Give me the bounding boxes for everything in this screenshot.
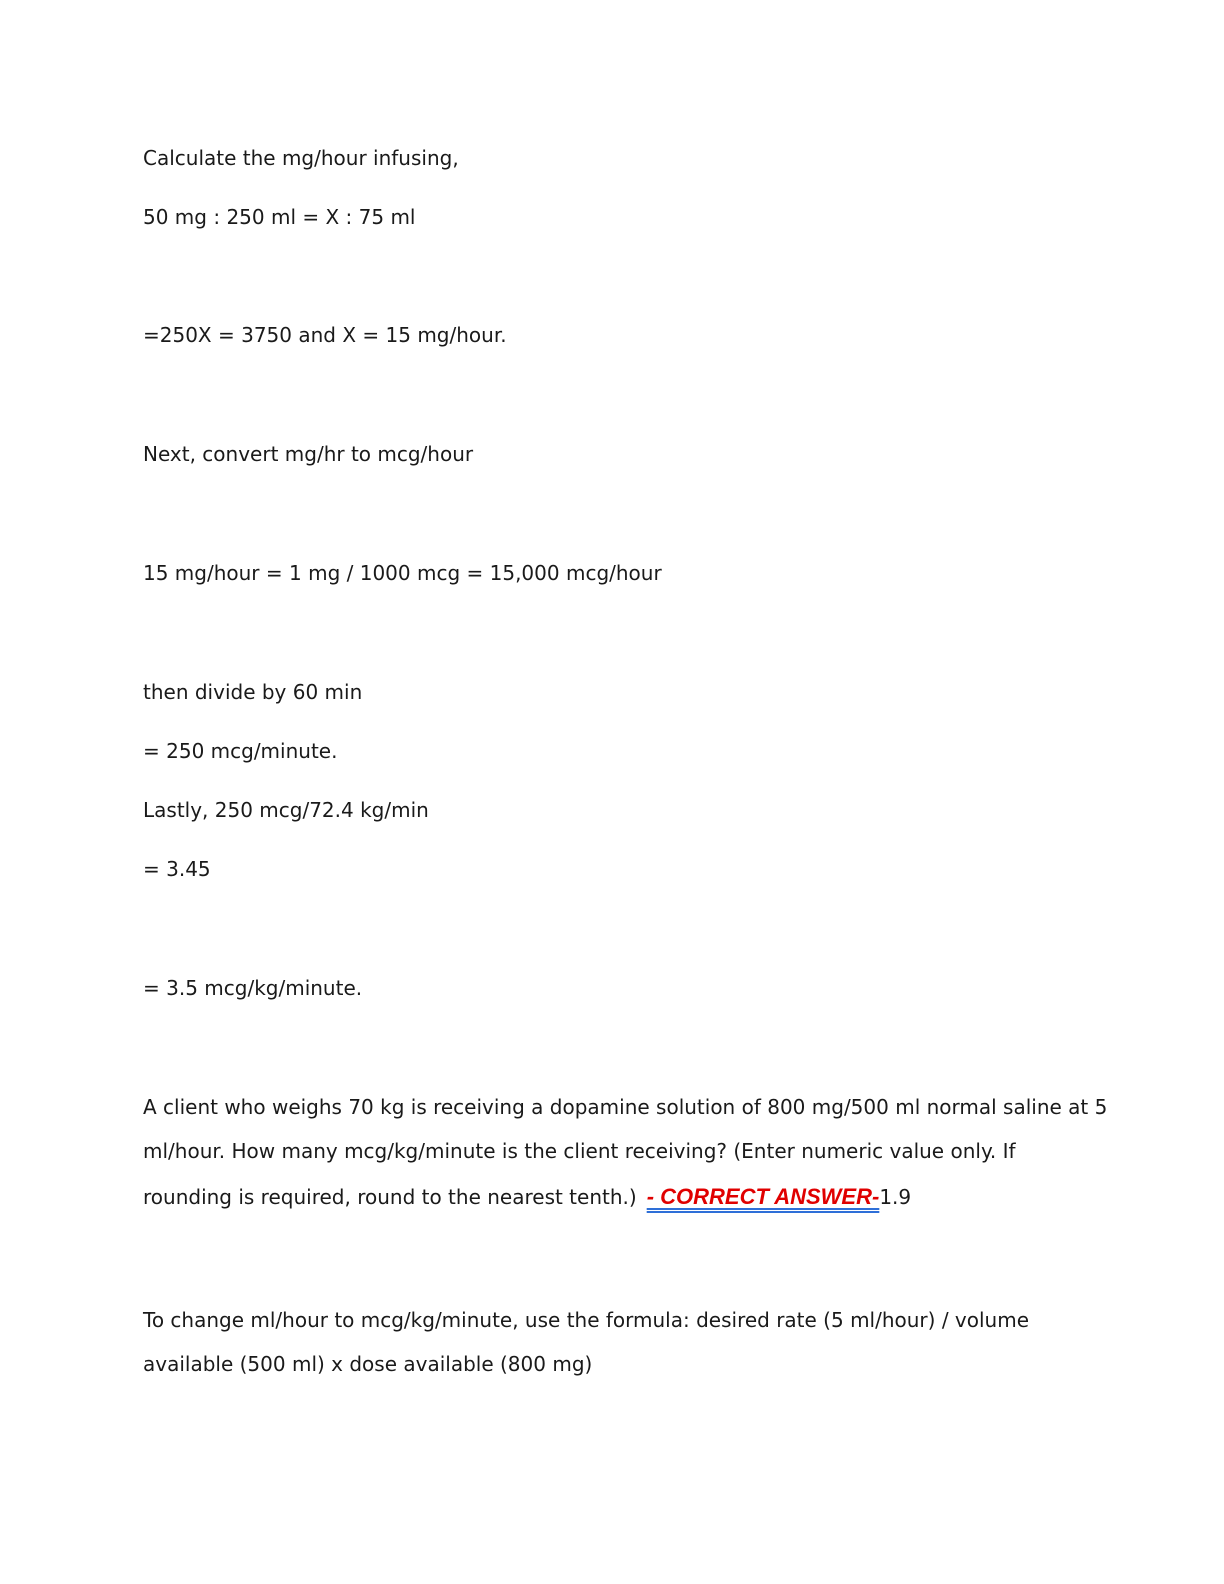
text-line-conversion: 15 mg/hour = 1 mg / 1000 mcg = 15,000 mcg/hour bbox=[143, 561, 662, 585]
text-line-result: = 3.45 bbox=[143, 857, 211, 881]
text-line-calculate: Calculate the mg/hour infusing, bbox=[143, 146, 459, 170]
explanation-line-2: available (500 ml) x dose available (800 mg) bbox=[143, 1352, 593, 1376]
correct-answer-label: - CORRECT ANSWER- bbox=[646, 1184, 880, 1209]
answer-value: 1.9 bbox=[879, 1185, 912, 1209]
question-line-1: A client who weighs 70 kg is receiving a dopamine solution of 800 mg/500 ml normal saline at 5 bbox=[143, 1095, 1108, 1119]
explanation-line-1: To change ml/hour to mcg/kg/minute, use the formula: desired rate (5 ml/hour) / volume bbox=[143, 1308, 1030, 1332]
question-line-2: ml/hour. How many mcg/kg/minute is the client receiving? (Enter numeric value only. If bbox=[143, 1139, 1016, 1163]
question-text: rounding is required, round to the nearest tenth.) bbox=[143, 1185, 637, 1209]
question-line-3 bbox=[143, 1185, 911, 1209]
text-line-mcg-minute: = 250 mcg/minute. bbox=[143, 739, 338, 763]
text-line-divide: then divide by 60 min bbox=[143, 680, 363, 704]
text-line-ratio: 50 mg : 250 ml = X : 75 ml bbox=[143, 205, 416, 229]
text-line-convert: Next, convert mg/hr to mcg/hour bbox=[143, 442, 474, 466]
text-line-rounded: = 3.5 mcg/kg/minute. bbox=[143, 976, 363, 1000]
text-line-lastly: Lastly, 250 mcg/72.4 kg/min bbox=[143, 798, 429, 822]
text-line-solve: =250X = 3750 and X = 15 mg/hour. bbox=[143, 323, 507, 347]
